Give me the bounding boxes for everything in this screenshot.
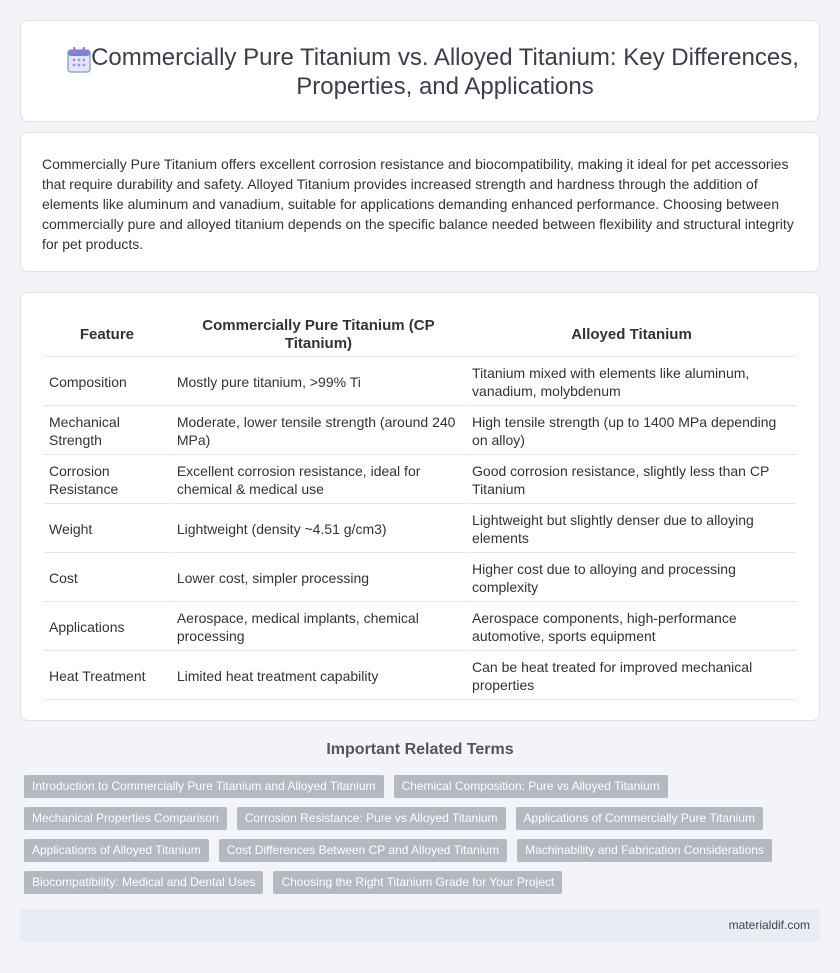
column-header-alloyed-titanium: Alloyed Titanium: [467, 313, 796, 357]
footer-site-link[interactable]: materialdif.com: [728, 918, 810, 932]
related-term-tag[interactable]: Choosing the Right Titanium Grade for Your Project: [273, 871, 562, 894]
table-row: [44, 408, 796, 455]
column-header-feature: Feature: [44, 313, 170, 357]
related-term-tag[interactable]: Introduction to Commercially Pure Titanium and Alloyed Titanium: [24, 775, 384, 798]
feature-cell: Applications: [44, 604, 170, 651]
feature-cell: Heat Treatment: [44, 653, 170, 700]
cp-titanium-cell: Limited heat treatment capability: [172, 653, 465, 700]
related-term-tag[interactable]: Applications of Alloyed Titanium: [24, 839, 209, 862]
cp-titanium-cell: Mostly pure titanium, >99% Ti: [172, 359, 465, 406]
comparison-table: [42, 311, 798, 702]
cp-titanium-cell: Excellent corrosion resistance, ideal for chemical & medical use: [172, 457, 465, 504]
cp-titanium-cell: Lower cost, simpler processing: [172, 555, 465, 602]
cp-titanium-cell: Lightweight (density ~4.51 g/cm3): [172, 506, 465, 553]
feature-cell: Weight: [44, 506, 170, 553]
related-term-tag[interactable]: Applications of Commercially Pure Titanium: [516, 807, 763, 830]
related-term-tag[interactable]: Mechanical Properties Comparison: [24, 807, 227, 830]
alloyed-titanium-cell: Titanium mixed with elements like aluminum, vanadium, molybdenum: [467, 359, 796, 406]
feature-cell: Mechanical Strength: [44, 408, 170, 455]
alloyed-titanium-cell: Aerospace components, high-performance automotive, sports equipment: [467, 604, 796, 651]
table-header-row: [44, 313, 796, 357]
alloyed-titanium-cell: Lightweight but slightly denser due to alloying elements: [467, 506, 796, 553]
related-term-tag[interactable]: Corrosion Resistance: Pure vs Alloyed Titanium: [237, 807, 506, 830]
alloyed-titanium-cell: Can be heat treated for improved mechanical properties: [467, 653, 796, 700]
intro-paragraph: Commercially Pure Titanium offers excellent corrosion resistance and biocompatibility, making it ideal for pet accessories that require durability and safety. Alloyed Titanium provides increased strength and hardness through the addition of elements like aluminum and vanadium, suitable for applications demanding enhanced performance. Choosing between commercially pure and alloyed titanium depends on the specific balance needed between flexibility and structural integrity for pet products.: [42, 156, 794, 252]
feature-cell: Corrosion Resistance: [44, 457, 170, 504]
related-term-tag[interactable]: Chemical Composition: Pure vs Alloyed Titanium: [394, 775, 668, 798]
cp-titanium-cell: Aerospace, medical implants, chemical processing: [172, 604, 465, 651]
table-row: [44, 359, 796, 406]
alloyed-titanium-cell: Higher cost due to alloying and processing complexity: [467, 555, 796, 602]
cp-titanium-cell: Moderate, lower tensile strength (around 240 MPa): [172, 408, 465, 455]
footer: [20, 909, 820, 942]
page-title: Commercially Pure Titanium vs. Alloyed Titanium: Key Differences, Properties, and Applications: [91, 44, 799, 100]
table-row: [44, 555, 796, 602]
related-term-tag[interactable]: Biocompatibility: Medical and Dental Uses: [24, 871, 263, 894]
column-header-cp-titanium: Commercially Pure Titanium (CP Titanium): [172, 313, 465, 357]
table-row: [44, 506, 796, 553]
feature-cell: Composition: [44, 359, 170, 406]
related-term-tag[interactable]: Cost Differences Between CP and Alloyed Titanium: [219, 839, 507, 862]
related-term-tag[interactable]: Machinability and Fabrication Considerations: [517, 839, 772, 862]
related-terms-heading: Important Related Terms: [326, 741, 514, 758]
alloyed-titanium-cell: Good corrosion resistance, slightly less than CP Titanium: [467, 457, 796, 504]
header-card: [20, 20, 820, 122]
table-row: [44, 604, 796, 651]
feature-cell: Cost: [44, 555, 170, 602]
comparison-table-card: [20, 292, 820, 721]
alloyed-titanium-cell: High tensile strength (up to 1400 MPa depending on alloy): [467, 408, 796, 455]
intro-card: [20, 132, 820, 272]
table-row: [44, 457, 796, 504]
related-terms-list: [22, 775, 822, 903]
table-row: [44, 653, 796, 700]
